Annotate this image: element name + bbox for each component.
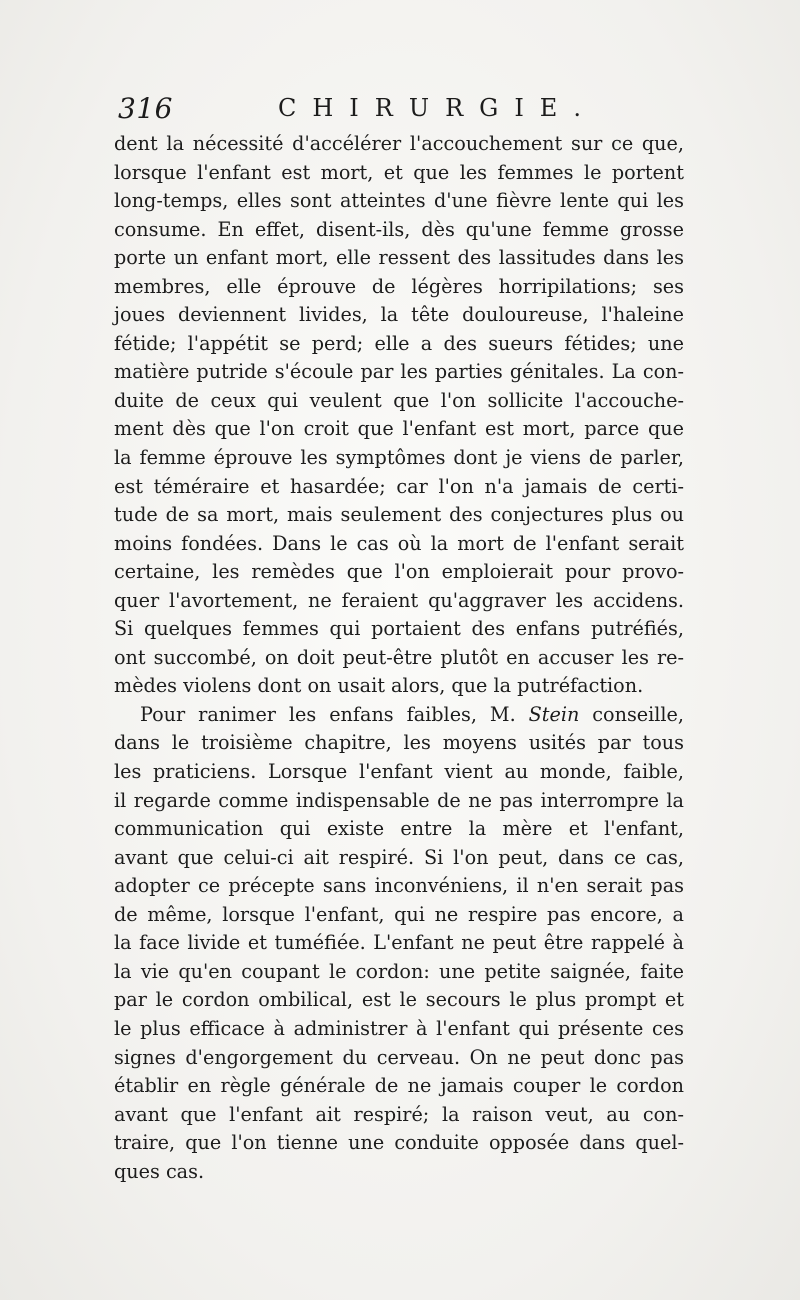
text-line: ont succombé, on doit peut-être plutôt en accuser les re- xyxy=(114,645,684,669)
text-line: communication qui existe entre la mère et l'enfant, xyxy=(114,817,684,841)
text-line: lorsque l'enfant est mort, et que les femmes le portent xyxy=(114,160,684,184)
text-line: signes d'engorgement du cerveau. On ne peut donc pas xyxy=(114,1045,684,1069)
running-head: CHIRURGIE. xyxy=(278,94,597,122)
text-line: la face livide et tuméfiée. L'enfant ne peut être rappelé à xyxy=(114,931,684,955)
text-line: ques cas. xyxy=(114,1159,205,1183)
text-line: traire, que l'on tienne une conduite opposée dans quel- xyxy=(114,1131,684,1155)
body-text xyxy=(114,130,684,1186)
page-header xyxy=(118,92,678,132)
text-line: par le cordon ombilical, est le secours le plus prompt et xyxy=(114,988,684,1012)
text-line: joues deviennent livides, la tête douloureuse, l'haleine xyxy=(114,303,684,327)
text-line: avant que celui-ci ait respiré. Si l'on peut, dans ce cas, xyxy=(114,845,684,869)
text-line: quer l'avortement, ne feraient qu'aggraver les accidens. xyxy=(114,588,684,612)
text-line: les praticiens. Lorsque l'enfant vient au monde, faible, xyxy=(114,760,684,784)
page-number: 316 xyxy=(118,92,173,125)
text-line: tude de sa mort, mais seulement des conjectures plus ou xyxy=(114,503,684,527)
text-line: ment dès que l'on croit que l'enfant est mort, parce que xyxy=(114,417,684,441)
text-line: moins fondées. Dans le cas où la mort de l'enfant serait xyxy=(114,531,684,555)
text-line: de même, lorsque l'enfant, qui ne respire pas encore, a xyxy=(114,902,684,926)
text-line: fétide; l'appétit se perd; elle a des sueurs fétides; une xyxy=(114,331,684,355)
text-line: porte un enfant mort, elle ressent des lassitudes dans les xyxy=(114,246,684,270)
text-line: mèdes violens dont on usait alors, que la putréfaction. xyxy=(114,674,644,698)
text-line: établir en règle générale de ne jamais couper le cordon xyxy=(114,1074,684,1098)
text-line: dans le troisième chapitre, les moyens usités par tous xyxy=(114,731,684,755)
text-line: duite de ceux qui veulent que l'on sollicite l'accouche- xyxy=(114,388,684,412)
text-line: consume. En effet, disent-ils, dès qu'une femme grosse xyxy=(114,217,684,241)
text-line: long-temps, elles sont atteintes d'une fièvre lente qui les xyxy=(114,189,684,213)
text-line: membres, elle éprouve de légères horripilations; ses xyxy=(114,274,684,298)
text-line: il regarde comme indispensable de ne pas interrompre la xyxy=(114,788,684,812)
text-line: est téméraire et hasardée; car l'on n'a jamais de certi- xyxy=(114,474,684,498)
text-line: dent la nécessité d'accélérer l'accouchement sur ce que, xyxy=(114,132,684,155)
text-line: Si quelques femmes qui portaient des enfans putréfiés, xyxy=(114,617,684,641)
text-line: adopter ce précepte sans inconvéniens, il n'en serait pas xyxy=(114,874,684,898)
text-line: certaine, les remèdes que l'on emploierait pour provo- xyxy=(114,560,684,584)
text-line: la vie qu'en coupant le cordon: une petite saignée, faite xyxy=(114,959,684,983)
text-line: Pour ranimer les enfans faibles, M. Stein conseille, xyxy=(140,702,685,726)
text-line: le plus efficace à administrer à l'enfant qui présente ces xyxy=(114,1016,684,1040)
text-line: avant que l'enfant ait respiré; la raison veut, au con- xyxy=(114,1102,684,1126)
text-line: matière putride s'écoule par les parties génitales. La con- xyxy=(114,360,684,384)
text-line: la femme éprouve les symptômes dont je viens de parler, xyxy=(114,446,684,470)
author-name: Stein xyxy=(528,702,580,726)
